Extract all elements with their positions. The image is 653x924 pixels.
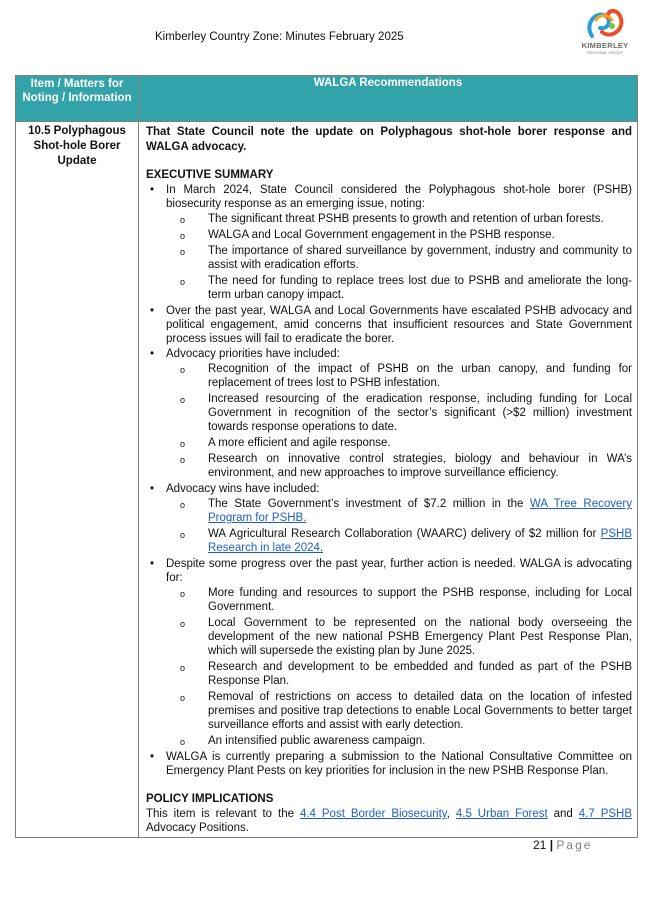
sub-list-item: o Recognition of the impact of PSHB on the urban canopy, and funding for replacement of trees lost to PSHB infestation. [166,362,632,390]
logo-subtitle: REGIONAL GROUP [586,50,624,55]
sub-list-item: o The significant threat PSHB presents to growth and retention of urban forests. [166,212,632,226]
sub-list-item: o Research on innovative control strategies, biology and behaviour in WA’s environment, and new approaches to improve surveillance efficiency. [166,452,632,480]
sub-list-item: o Increased resourcing of the eradication response, including funding for Local Government in recognition of the sector’s significant (>$2 million) investment towards response operations to date. [166,392,632,434]
column-header-recommendations: WALGA Recommendations [139,76,638,122]
post-border-biosecurity-link[interactable]: 4.4 Post Border Biosecurity [299,808,447,820]
sub-list-item: o The need for funding to replace trees lost due to PSHB and ameliorate the long-term urban canopy impact. [166,274,632,302]
bullet-text: Advocacy wins have included: [166,483,320,495]
item-title: 10.5 Polyphagous Shot-hole Borer Update [16,122,139,838]
sub-list-item: o Research and development to be embedded and funded as part of the PSHB Response Plan. [166,660,632,688]
sub-list-item [166,497,632,525]
pshb-research-link[interactable]: PSHB Research in late 2024. [208,528,632,554]
sub-list-item: o Removal of restrictions on access to detailed data on the location of infested premises and positive trap detections to enable Local Governments to better target surveillance efforts and assist with early detection. [166,690,632,732]
policy-text-part: Advocacy Positions. [146,822,249,834]
table-header-row [16,76,638,122]
list-item [146,347,632,480]
sub-list [166,212,632,302]
logo-swirl-icon [582,6,628,42]
bullet-text: Over the past year, WALGA and Local Governments have escalated PSHB advocacy and political engagement, amid concerns that insufficient resources and State Government process issues will fail to eradicate the borer. [166,305,632,345]
pshb-link[interactable]: 4.7 PSHB [578,808,633,820]
list-item [146,183,632,302]
sub-list-item: o WALGA and Local Government engagement in the PSHB response. [166,228,632,242]
summary-list [146,183,632,778]
column-header-item: Item / Matters for Noting / Information [16,76,139,122]
spacer [146,779,632,792]
bullet-text: Despite some progress over the past year, further action is needed. WALGA is advocating for: [166,558,632,584]
list-item [146,482,632,555]
executive-summary-heading: EXECUTIVE SUMMARY [146,169,274,181]
bullet-text: Advocacy priorities have included: [166,348,340,360]
policy-text-part: , [446,808,456,820]
sub-item-text: WA Agricultural Research Collaboration (WAARC) delivery of $2 million for [208,528,601,540]
bullet-text: In March 2024, State Council considered the Polyphagous shot-hole borer (PSHB) biosecurity response as an emerging issue, noting: [166,184,632,210]
kimberley-logo [575,6,635,64]
sub-item-text: The State Government’s investment of $7.2 million in the [208,498,530,510]
sub-list-item: o Local Government to be represented on the national body overseeing the development of the new national PSHB Emergency Plant Pest Response Plan, which will supersede the existing plan by June 2025. [166,616,632,658]
table-row [16,122,638,838]
policy-text [146,807,632,835]
wa-tree-recovery-link[interactable]: WA Tree Recovery Program for PSHB. [208,498,632,524]
page-number: 21 [533,838,547,852]
page-word: Page [556,838,593,852]
bullet-text: WALGA is currently preparing a submission to the National Consultative Committee on Emergency Plant Pests on key priorities for inclusion in the new PSHB Response Plan. [166,751,632,777]
policy-implications-heading: POLICY IMPLICATIONS [146,793,274,805]
policy-text-part: This item is relevant to the [146,808,300,820]
sub-list [166,497,632,555]
document-header-title: Kimberley Country Zone: Minutes February 2025 [155,31,404,43]
sub-list [166,586,632,748]
list-item [146,750,632,778]
sub-list-item: o An intensified public awareness campaign. [166,734,632,748]
recommendation-cell [139,122,638,838]
list-item [146,304,632,346]
sub-list-item: o The importance of shared surveillance by government, industry and community to assist with eradication efforts. [166,244,632,272]
sub-list-item: o A more efficient and agile response. [166,436,632,450]
page-footer [533,838,592,852]
urban-forest-link[interactable]: 4.5 Urban Forest [455,808,548,820]
sub-list [166,362,632,480]
list-item [146,557,632,748]
policy-text-part: and [547,808,579,820]
page-separator: | [549,838,554,852]
minutes-table [15,75,638,838]
sub-list-item [166,527,632,555]
logo-name: KIMBERLEY [581,41,629,50]
recommendation-lead: That State Council note the update on Polyphagous shot-hole borer response and WALGA advocacy. [146,126,632,153]
sub-list-item: o More funding and resources to support the PSHB response, including for Local Government. [166,586,632,614]
